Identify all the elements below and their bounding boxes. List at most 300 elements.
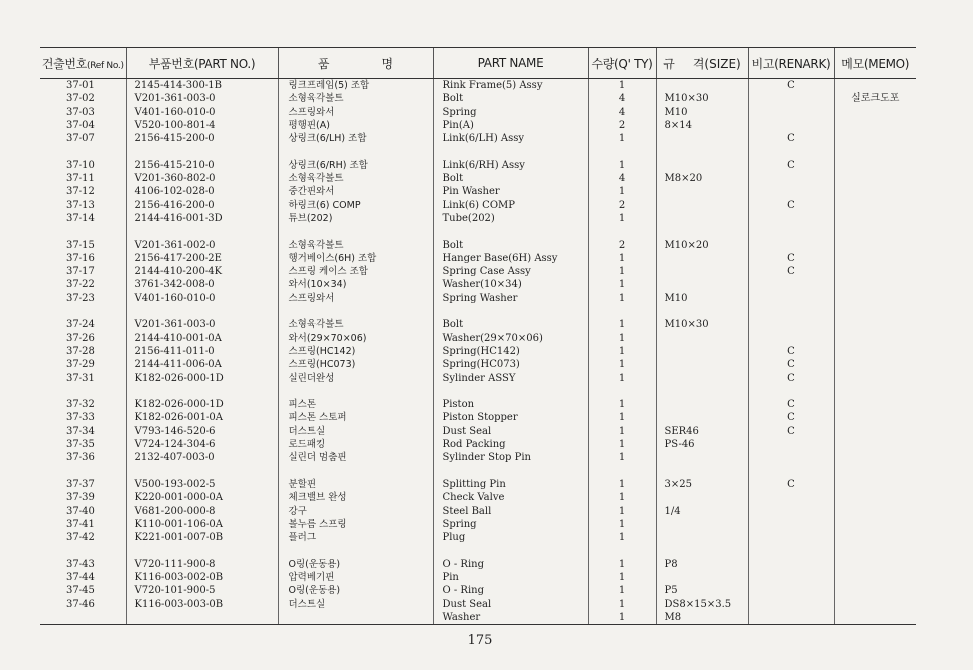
part-name-cell: Washer	[433, 611, 588, 625]
spacer-cell	[126, 465, 278, 478]
part-name-cell: Bolt	[433, 172, 588, 185]
korean-name-cell: O링(운동용)	[278, 558, 433, 571]
size-cell	[656, 132, 748, 145]
table-row	[40, 491, 916, 504]
size-cell: DS8×15×3.5	[656, 598, 748, 611]
part-name-cell: Bolt	[433, 92, 588, 105]
spacer-cell	[834, 544, 916, 557]
part-name-cell: Spring	[433, 106, 588, 119]
size-cell	[656, 518, 748, 531]
spacer-cell	[40, 145, 126, 158]
size-cell	[656, 531, 748, 544]
memo-cell	[834, 451, 916, 464]
header-qty: 수량(Q' TY)	[588, 48, 656, 79]
size-cell	[656, 411, 748, 424]
memo-cell	[834, 278, 916, 291]
part-no-cell: 2156-415-200-0	[126, 132, 278, 145]
size-cell	[656, 252, 748, 265]
ref-no-cell: 37-14	[66, 212, 95, 224]
part-no-cell	[126, 611, 278, 625]
remark-cell: C	[748, 199, 834, 212]
remark-cell: C	[748, 358, 834, 371]
remark-cell	[748, 212, 834, 225]
size-cell: 1/4	[656, 505, 748, 518]
table-row	[40, 159, 916, 172]
korean-name-cell: 더스트실	[278, 425, 433, 438]
remark-cell: C	[748, 265, 834, 278]
spacer-cell	[656, 225, 748, 238]
size-cell	[656, 159, 748, 172]
remark-cell: C	[748, 252, 834, 265]
part-name-cell: Washer(29×70×06)	[433, 332, 588, 345]
part-name-cell: Pin(A)	[433, 119, 588, 132]
size-cell	[656, 491, 748, 504]
spacer-cell	[278, 305, 433, 318]
memo-cell	[834, 106, 916, 119]
ref-no-cell	[40, 611, 126, 625]
table-row	[40, 372, 916, 385]
part-name-cell: Hanger Base(6H) Assy	[433, 252, 588, 265]
memo-cell	[834, 505, 916, 518]
qty-cell: 1	[588, 372, 656, 385]
table-row	[40, 451, 916, 464]
remark-cell: C	[748, 345, 834, 358]
memo-cell	[834, 571, 916, 584]
qty-cell: 1	[588, 425, 656, 438]
spacer-cell	[278, 465, 433, 478]
remark-cell: C	[748, 425, 834, 438]
spacer-cell	[656, 465, 748, 478]
part-name-cell: O - Ring	[433, 584, 588, 597]
part-name-cell: Splitting Pin	[433, 478, 588, 491]
memo-cell	[834, 239, 916, 252]
memo-cell	[834, 611, 916, 625]
table-row	[40, 92, 916, 105]
memo-cell	[834, 132, 916, 145]
spacer-cell	[588, 145, 656, 158]
size-cell	[656, 451, 748, 464]
memo-cell	[834, 292, 916, 305]
part-no-cell: V720-111-900-8	[126, 558, 278, 571]
part-no-cell: V681-200-000-8	[126, 505, 278, 518]
spacer-cell	[126, 145, 278, 158]
spacer-cell	[433, 145, 588, 158]
part-no-cell: 2156-411-011-0	[126, 345, 278, 358]
ref-no-cell: 37-22	[66, 279, 95, 291]
size-cell	[656, 212, 748, 225]
remark-cell	[748, 438, 834, 451]
part-name-cell: Bolt	[433, 318, 588, 331]
table-row	[40, 411, 916, 424]
spacer-cell	[656, 544, 748, 557]
qty-cell: 2	[588, 119, 656, 132]
qty-cell: 4	[588, 172, 656, 185]
remark-cell: C	[748, 478, 834, 491]
qty-cell: 1	[588, 132, 656, 145]
korean-name-cell: 하링크(6) COMP	[278, 199, 433, 212]
qty-cell: 1	[588, 185, 656, 198]
ref-no-cell: 37-01	[66, 80, 95, 91]
remark-cell: C	[748, 411, 834, 424]
table-row	[40, 531, 916, 544]
part-no-cell: 2144-410-001-0A	[126, 332, 278, 345]
remark-cell	[748, 185, 834, 198]
memo-cell	[834, 372, 916, 385]
table-row	[40, 438, 916, 451]
korean-name-cell: 스프링와서	[278, 292, 433, 305]
remark-cell	[748, 491, 834, 504]
remark-cell	[748, 531, 834, 544]
part-name-cell: Tube(202)	[433, 212, 588, 225]
row-spacer	[40, 385, 916, 398]
size-cell	[656, 185, 748, 198]
part-no-cell: V500-193-002-5	[126, 478, 278, 491]
spacer-cell	[433, 385, 588, 398]
part-no-cell: K116-003-002-0B	[126, 571, 278, 584]
part-name-cell: Plug	[433, 531, 588, 544]
size-cell: P8	[656, 558, 748, 571]
spacer-cell	[40, 305, 126, 318]
korean-name-cell	[278, 611, 433, 625]
table-row	[40, 598, 916, 611]
size-cell: M10	[656, 292, 748, 305]
qty-cell: 1	[588, 398, 656, 411]
korean-name-cell: 체크밸브 완성	[278, 491, 433, 504]
qty-cell: 1	[588, 584, 656, 597]
table-row	[40, 611, 916, 625]
part-no-cell: V401-160-010-0	[126, 106, 278, 119]
row-spacer	[40, 465, 916, 478]
korean-name-cell: 소형육각볼트	[278, 239, 433, 252]
ref-no-cell: 37-31	[66, 372, 95, 384]
spacer-cell	[278, 385, 433, 398]
table-row	[40, 345, 916, 358]
ref-no-cell: 37-07	[66, 133, 95, 145]
memo-cell	[834, 398, 916, 411]
part-name-cell: Spring Washer	[433, 292, 588, 305]
spacer-cell	[433, 225, 588, 238]
size-cell	[656, 199, 748, 212]
spacer-cell	[126, 385, 278, 398]
part-name-cell: Link(6) COMP	[433, 199, 588, 212]
part-no-cell: K220-001-000-0A	[126, 491, 278, 504]
part-name-cell: Spring(HC142)	[433, 345, 588, 358]
korean-name-cell: 행거베이스(6H) 조합	[278, 252, 433, 265]
spacer-cell	[40, 465, 126, 478]
spacer-cell	[433, 305, 588, 318]
remark-cell	[748, 598, 834, 611]
qty-cell: 4	[588, 106, 656, 119]
page-number: 175	[467, 633, 493, 648]
table-row	[40, 252, 916, 265]
qty-cell: 1	[588, 558, 656, 571]
table-row	[40, 278, 916, 291]
table-row	[40, 518, 916, 531]
qty-cell: 1	[588, 345, 656, 358]
part-no-cell: V793-146-520-6	[126, 425, 278, 438]
spacer-cell	[433, 544, 588, 557]
part-name-cell: Dust Seal	[433, 425, 588, 438]
korean-name-cell: 와서(10×34)	[278, 278, 433, 291]
table-row	[40, 398, 916, 411]
parts-rows	[40, 79, 916, 625]
memo-cell	[834, 598, 916, 611]
ref-no-cell: 37-15	[66, 239, 95, 251]
qty-cell: 2	[588, 199, 656, 212]
korean-name-cell: 로드패킹	[278, 438, 433, 451]
spacer-cell	[588, 465, 656, 478]
ref-no-cell: 37-13	[66, 199, 95, 211]
qty-cell: 1	[588, 491, 656, 504]
spacer-cell	[834, 385, 916, 398]
ref-no-cell: 37-35	[66, 439, 95, 451]
remark-cell: C	[748, 132, 834, 145]
spacer-cell	[656, 385, 748, 398]
part-name-cell: Bolt	[433, 239, 588, 252]
size-cell: 3×25	[656, 478, 748, 491]
header-remark: 비고(RENARK)	[748, 48, 834, 79]
korean-name-cell: 소형육각볼트	[278, 318, 433, 331]
remark-cell	[748, 119, 834, 132]
spacer-cell	[588, 305, 656, 318]
memo-cell	[834, 531, 916, 544]
memo-cell	[834, 584, 916, 597]
remark-cell	[748, 584, 834, 597]
table-row	[40, 558, 916, 571]
size-cell: SER46	[656, 425, 748, 438]
header-size: 규 격(SIZE)	[656, 48, 748, 79]
ref-no-cell: 37-46	[66, 598, 95, 610]
part-no-cell: 3761-342-008-0	[126, 278, 278, 291]
ref-no-cell: 37-24	[66, 319, 95, 331]
spacer-cell	[834, 145, 916, 158]
part-name-cell: O - Ring	[433, 558, 588, 571]
table-row	[40, 358, 916, 371]
row-spacer	[40, 225, 916, 238]
spacer-cell	[748, 385, 834, 398]
table-row	[40, 172, 916, 185]
size-cell: M10	[656, 106, 748, 119]
ref-no-cell: 37-43	[66, 558, 95, 570]
part-no-cell: 2156-415-210-0	[126, 159, 278, 172]
korean-name-cell: 피스톤 스토퍼	[278, 411, 433, 424]
size-cell	[656, 265, 748, 278]
spacer-cell	[834, 225, 916, 238]
size-cell	[656, 345, 748, 358]
part-name-cell: Sylinder Stop Pin	[433, 451, 588, 464]
ref-no-cell: 37-04	[66, 119, 95, 131]
row-spacer	[40, 544, 916, 557]
korean-name-cell: 실린더완성	[278, 372, 433, 385]
korean-name-cell: 튜브(202)	[278, 212, 433, 225]
ref-no-cell: 37-26	[66, 332, 95, 344]
size-cell	[656, 358, 748, 371]
remark-cell: C	[748, 79, 834, 93]
spacer-cell	[40, 225, 126, 238]
ref-no-cell: 37-03	[66, 106, 95, 118]
remark-cell	[748, 571, 834, 584]
spacer-cell	[748, 544, 834, 557]
ref-no-cell: 37-37	[66, 478, 95, 490]
ref-no-cell: 37-16	[66, 252, 95, 264]
row-spacer	[40, 145, 916, 158]
remark-cell	[748, 558, 834, 571]
remark-cell	[748, 172, 834, 185]
spacer-cell	[588, 225, 656, 238]
table-row	[40, 292, 916, 305]
memo-cell	[834, 252, 916, 265]
korean-name-cell: 중간핀와서	[278, 185, 433, 198]
spacer-cell	[278, 544, 433, 557]
header-name-kr: 품 명	[278, 48, 433, 79]
table-row	[40, 239, 916, 252]
part-no-cell: 2156-417-200-2E	[126, 252, 278, 265]
spacer-cell	[748, 145, 834, 158]
table-row	[40, 505, 916, 518]
table-row	[40, 199, 916, 212]
memo-cell	[834, 159, 916, 172]
qty-cell: 1	[588, 212, 656, 225]
qty-cell: 4	[588, 92, 656, 105]
qty-cell: 1	[588, 478, 656, 491]
remark-cell	[748, 518, 834, 531]
table-row	[40, 478, 916, 491]
part-name-cell: Piston	[433, 398, 588, 411]
memo-cell	[834, 79, 916, 93]
ref-no-cell: 37-39	[66, 492, 95, 504]
header-part-name: PART NAME	[433, 48, 588, 79]
memo-cell	[834, 212, 916, 225]
qty-cell: 1	[588, 252, 656, 265]
memo-cell	[834, 558, 916, 571]
memo-cell	[834, 265, 916, 278]
part-no-cell: V201-360-802-0	[126, 172, 278, 185]
size-cell: 8×14	[656, 119, 748, 132]
spacer-cell	[656, 305, 748, 318]
korean-name-cell: 더스트실	[278, 598, 433, 611]
part-name-cell: Pin Washer	[433, 185, 588, 198]
size-cell: M10×20	[656, 239, 748, 252]
header-row	[40, 48, 916, 79]
size-cell: M10×30	[656, 92, 748, 105]
korean-name-cell: 스프링 케이스 조합	[278, 265, 433, 278]
korean-name-cell: O링(운동용)	[278, 584, 433, 597]
size-cell: M8×20	[656, 172, 748, 185]
size-cell: M8	[656, 611, 748, 625]
spacer-cell	[126, 305, 278, 318]
spacer-cell	[834, 465, 916, 478]
qty-cell: 1	[588, 358, 656, 371]
table-row	[40, 79, 916, 93]
part-name-cell: Rink Frame(5) Assy	[433, 79, 588, 93]
remark-cell: C	[748, 398, 834, 411]
korean-name-cell: 분할핀	[278, 478, 433, 491]
ref-no-cell: 37-12	[66, 186, 95, 198]
table-row	[40, 185, 916, 198]
size-cell	[656, 278, 748, 291]
table-row	[40, 212, 916, 225]
size-cell	[656, 79, 748, 93]
spacer-cell	[588, 385, 656, 398]
memo-cell	[834, 491, 916, 504]
qty-cell: 1	[588, 265, 656, 278]
part-no-cell: V201-361-003-0	[126, 92, 278, 105]
header-part-no: 부품번호(PART NO.)	[126, 48, 278, 79]
ref-no-cell: 37-36	[66, 452, 95, 464]
remark-cell	[748, 611, 834, 625]
ref-no-cell: 37-32	[66, 399, 95, 411]
korean-name-cell: 실린더 멈춤핀	[278, 451, 433, 464]
spacer-cell	[278, 145, 433, 158]
korean-name-cell: 와서(29×70×06)	[278, 332, 433, 345]
table-row	[40, 132, 916, 145]
memo-cell	[834, 318, 916, 331]
size-cell	[656, 571, 748, 584]
qty-cell: 1	[588, 438, 656, 451]
qty-cell: 1	[588, 332, 656, 345]
part-name-cell: Sylinder ASSY	[433, 372, 588, 385]
qty-cell: 1	[588, 505, 656, 518]
spacer-cell	[126, 544, 278, 557]
qty-cell: 1	[588, 318, 656, 331]
spacer-cell	[588, 544, 656, 557]
part-no-cell: K182-026-000-1D	[126, 398, 278, 411]
part-no-cell: K182-026-001-0A	[126, 411, 278, 424]
qty-cell: 1	[588, 79, 656, 93]
part-no-cell: 2132-407-003-0	[126, 451, 278, 464]
korean-name-cell: 볼누름 스프링	[278, 518, 433, 531]
part-no-cell: 2145-414-300-1B	[126, 79, 278, 93]
part-no-cell: V201-361-003-0	[126, 318, 278, 331]
part-name-cell: Spring(HC073)	[433, 358, 588, 371]
spacer-cell	[278, 225, 433, 238]
korean-name-cell: 소형육각볼트	[278, 172, 433, 185]
table-row	[40, 425, 916, 438]
qty-cell: 1	[588, 598, 656, 611]
parts-table	[40, 47, 916, 625]
spacer-cell	[748, 305, 834, 318]
qty-cell: 1	[588, 292, 656, 305]
ref-no-cell: 37-44	[66, 571, 95, 583]
memo-cell: 실로크도포	[834, 92, 916, 105]
ref-no-cell: 37-41	[66, 518, 95, 530]
korean-name-cell: 피스톤	[278, 398, 433, 411]
part-no-cell: V401-160-010-0	[126, 292, 278, 305]
part-name-cell: Spring	[433, 518, 588, 531]
remark-cell: C	[748, 372, 834, 385]
ref-no-cell: 37-29	[66, 359, 95, 371]
part-no-cell: K116-003-003-0B	[126, 598, 278, 611]
qty-cell: 2	[588, 239, 656, 252]
memo-cell	[834, 411, 916, 424]
remark-cell	[748, 239, 834, 252]
table-row	[40, 106, 916, 119]
part-no-cell: 2144-410-200-4K	[126, 265, 278, 278]
memo-cell	[834, 438, 916, 451]
remark-cell	[748, 332, 834, 345]
korean-name-cell: 소형육각볼트	[278, 92, 433, 105]
size-cell: M10×30	[656, 318, 748, 331]
size-cell: PS-46	[656, 438, 748, 451]
qty-cell: 1	[588, 451, 656, 464]
korean-name-cell: 강구	[278, 505, 433, 518]
part-no-cell: V724-124-304-6	[126, 438, 278, 451]
remark-cell: C	[748, 159, 834, 172]
table-row	[40, 119, 916, 132]
remark-cell	[748, 106, 834, 119]
korean-name-cell: 플러그	[278, 531, 433, 544]
ref-no-cell: 37-23	[66, 292, 95, 304]
